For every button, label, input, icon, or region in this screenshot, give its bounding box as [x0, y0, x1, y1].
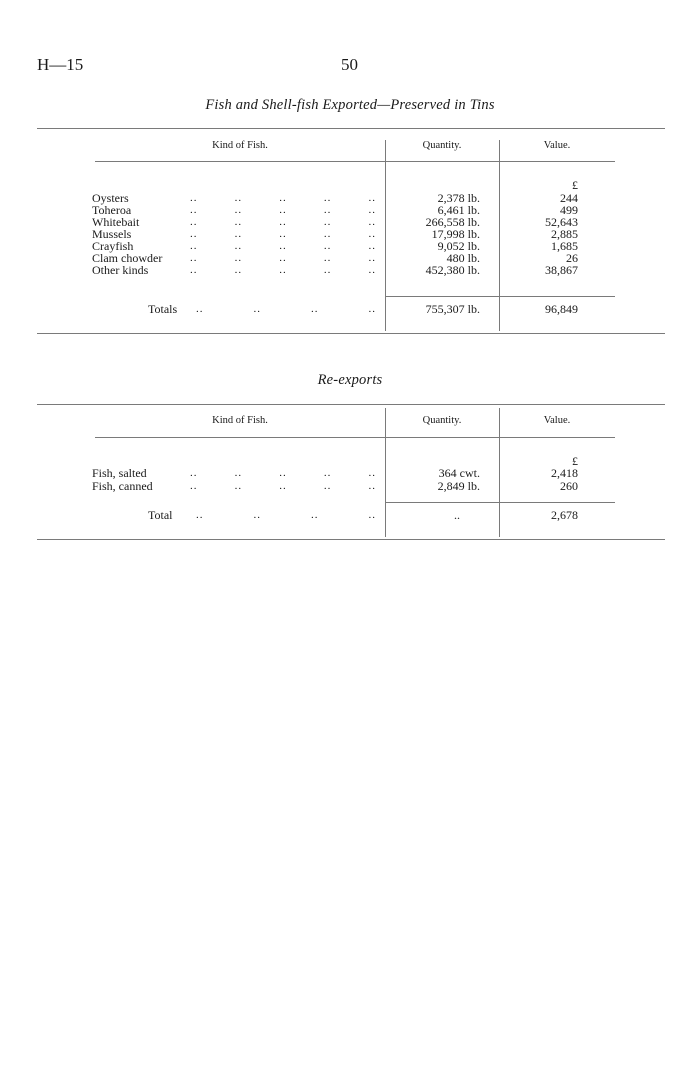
dot-leader: .. .. .. .. ..	[190, 252, 376, 264]
table-row	[0, 480, 700, 493]
totals-value: 96,849	[545, 302, 578, 316]
column-header-value: Value.	[543, 415, 571, 426]
totals-label: Totals	[148, 302, 178, 316]
value-cell: 1,685	[551, 239, 578, 253]
kind-cell: Clam chowder	[92, 251, 163, 265]
quantity-cell: 17,998 lb.	[431, 227, 480, 241]
value-cell: 244	[560, 191, 578, 205]
value-cell: 26	[566, 251, 578, 265]
column-header-value: Value.	[543, 140, 571, 151]
dot-leader: .. .. .. ..	[196, 303, 376, 315]
value-cell: 2,885	[551, 227, 578, 241]
table-bottom-rule	[37, 539, 665, 540]
totals-label: Total	[148, 508, 173, 522]
dot-leader: .. .. .. .. ..	[190, 204, 376, 216]
quantity-cell: 6,461 lb.	[437, 203, 480, 217]
kind-cell: Oysters	[92, 191, 129, 205]
dot-leader: .. .. .. .. ..	[190, 264, 376, 276]
table-bottom-rule	[37, 333, 665, 334]
totals-value: 2,678	[551, 508, 578, 522]
exports-table-title: Fish and Shell-fish Exported—Preserved in Tins	[205, 97, 495, 113]
dot-leader: .. .. .. .. ..	[190, 480, 376, 492]
dot-leader: .. .. .. .. ..	[190, 228, 376, 240]
totals-rule	[385, 296, 615, 297]
currency-symbol: £	[572, 178, 578, 192]
table-top-rule	[37, 128, 665, 129]
kind-cell: Whitebait	[92, 215, 140, 229]
column-header-kind: Kind of Fish.	[212, 140, 268, 151]
value-cell: 52,643	[545, 215, 578, 229]
kind-cell: Fish, canned	[92, 479, 153, 493]
quantity-cell: 480 lb.	[446, 251, 480, 265]
value-cell: 499	[560, 203, 578, 217]
dot-leader: .. .. .. .. ..	[190, 216, 376, 228]
quantity-cell: 266,558 lb.	[425, 215, 480, 229]
dot-leader: .. .. .. ..	[196, 509, 376, 521]
value-cell: 260	[560, 479, 578, 493]
dot-leader: .. .. .. .. ..	[190, 240, 376, 252]
header-bottom-rule	[95, 161, 615, 162]
kind-cell: Mussels	[92, 227, 132, 241]
table-row	[0, 264, 700, 277]
dot-leader: .. .. .. .. ..	[190, 467, 376, 479]
value-cell: 2,418	[551, 466, 578, 480]
value-cell: 38,867	[545, 263, 578, 277]
totals-quantity: 755,307 lb.	[425, 302, 480, 316]
quantity-cell: 9,052 lb.	[437, 239, 480, 253]
column-header-kind: Kind of Fish.	[212, 415, 268, 426]
kind-cell: Crayfish	[92, 239, 134, 253]
column-header-quantity: Quantity.	[422, 140, 462, 151]
header-bottom-rule	[95, 437, 615, 438]
quantity-cell: 364 cwt.	[438, 466, 480, 480]
reexports-table-title: Re-exports	[317, 372, 383, 388]
kind-cell: Other kinds	[92, 263, 149, 277]
quantity-cell: 2,849 lb.	[437, 479, 480, 493]
column-header-quantity: Quantity.	[422, 415, 462, 426]
kind-cell: Fish, salted	[92, 466, 147, 480]
page-number: 50	[341, 55, 358, 74]
totals-row	[0, 303, 700, 316]
dot-leader: .. .. .. .. ..	[190, 192, 376, 204]
kind-cell: Toheroa	[92, 203, 132, 217]
totals-row	[0, 509, 700, 522]
table-top-rule	[37, 404, 665, 405]
totals-rule	[385, 502, 615, 503]
quantity-cell: 452,380 lb.	[425, 263, 480, 277]
currency-symbol: £	[572, 454, 578, 468]
totals-quantity: ..	[454, 508, 460, 522]
quantity-cell: 2,378 lb.	[437, 191, 480, 205]
page-code: H—15	[37, 55, 84, 74]
